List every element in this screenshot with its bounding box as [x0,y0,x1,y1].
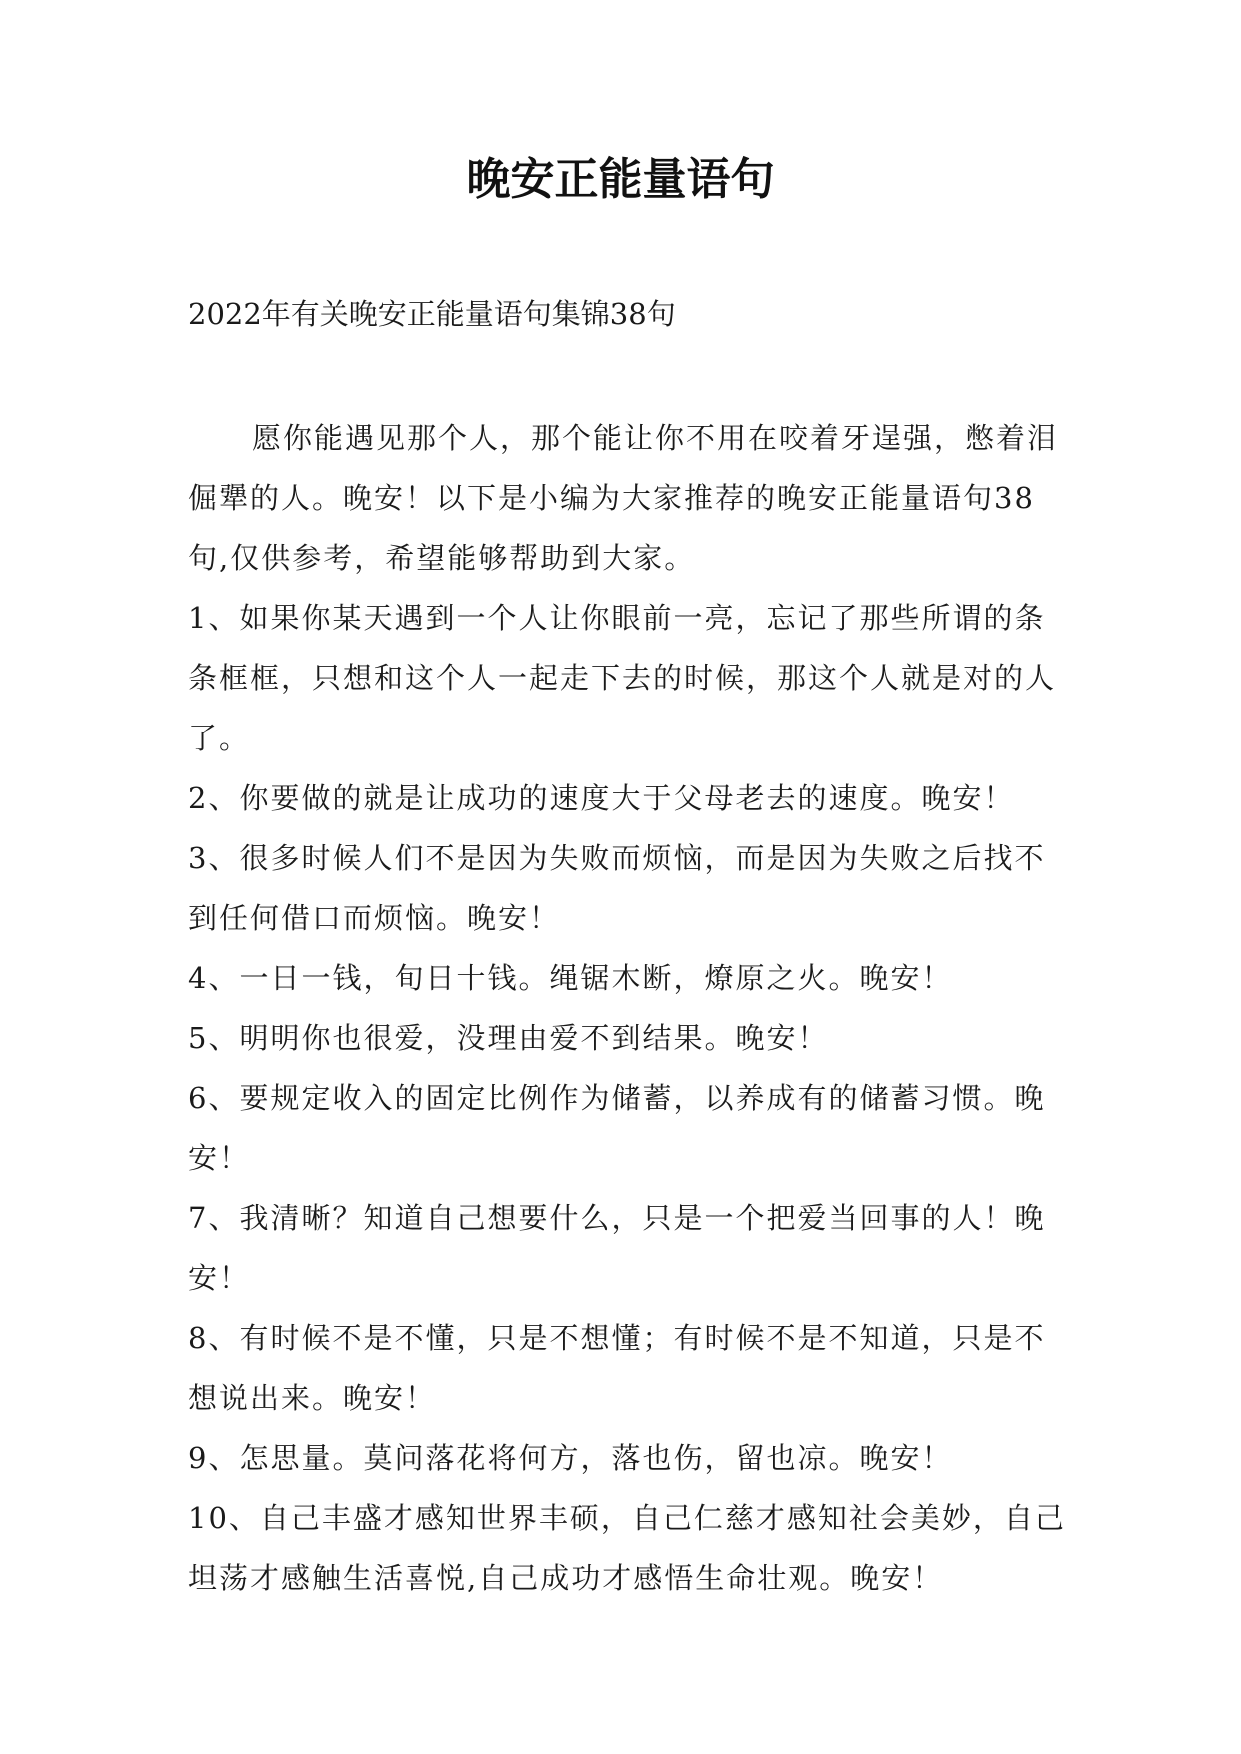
list-item-7: 7、我清晰？知道自己想要什么，只是一个把爱当回事的人！晚安！ [188,1201,1046,1295]
list-item-1: 1、如果你某天遇到一个人让你眼前一亮，忘记了那些所谓的条条框框，只想和这个人一起走下去的时候，那这个人就是对的人了。 [188,601,1057,755]
list-item-10: 10、自己丰盛才感知世界丰硕，自己仁慈才感知社会美妙，自己坦荡才感触生活喜悦,自己成功才感悟生命壮观。晚安！ [188,1501,1066,1595]
list-item-6: 6、要规定收入的固定比例作为储蓄，以养成有的储蓄习惯。晚安！ [188,1081,1046,1175]
document-subtitle: 2022年有关晚安正能量语句集锦38句 [188,297,676,331]
list-item-2: 2、你要做的就是让成功的速度大于父母老去的速度。晚安！ [188,781,1015,815]
intro-paragraph: 愿你能遇见那个人，那个能让你不用在咬着牙逞强，憋着泪倔犟的人。晚安！以下是小编为大家推荐的晚安正能量语句38句,仅供参考，希望能够帮助到大家。 [188,421,1059,575]
document-body [188,408,1068,1608]
document-title: 晚安正能量语句 [466,154,775,205]
list-item-4: 4、一日一钱，旬日十钱。绳锯木断，燎原之火。晚安！ [188,961,953,995]
list-item-8: 8、有时候不是不懂，只是不想懂；有时候不是不知道，只是不想说出来。晚安！ [188,1321,1046,1415]
list-item-9: 9、怎思量。莫问落花将何方，落也伤，留也凉。晚安！ [188,1441,953,1475]
list-item-5: 5、明明你也很爱，没理由爱不到结果。晚安！ [188,1021,829,1055]
list-item-3: 3、很多时候人们不是因为失败而烦恼，而是因为失败之后找不到任何借口而烦恼。晚安！ [188,841,1046,935]
